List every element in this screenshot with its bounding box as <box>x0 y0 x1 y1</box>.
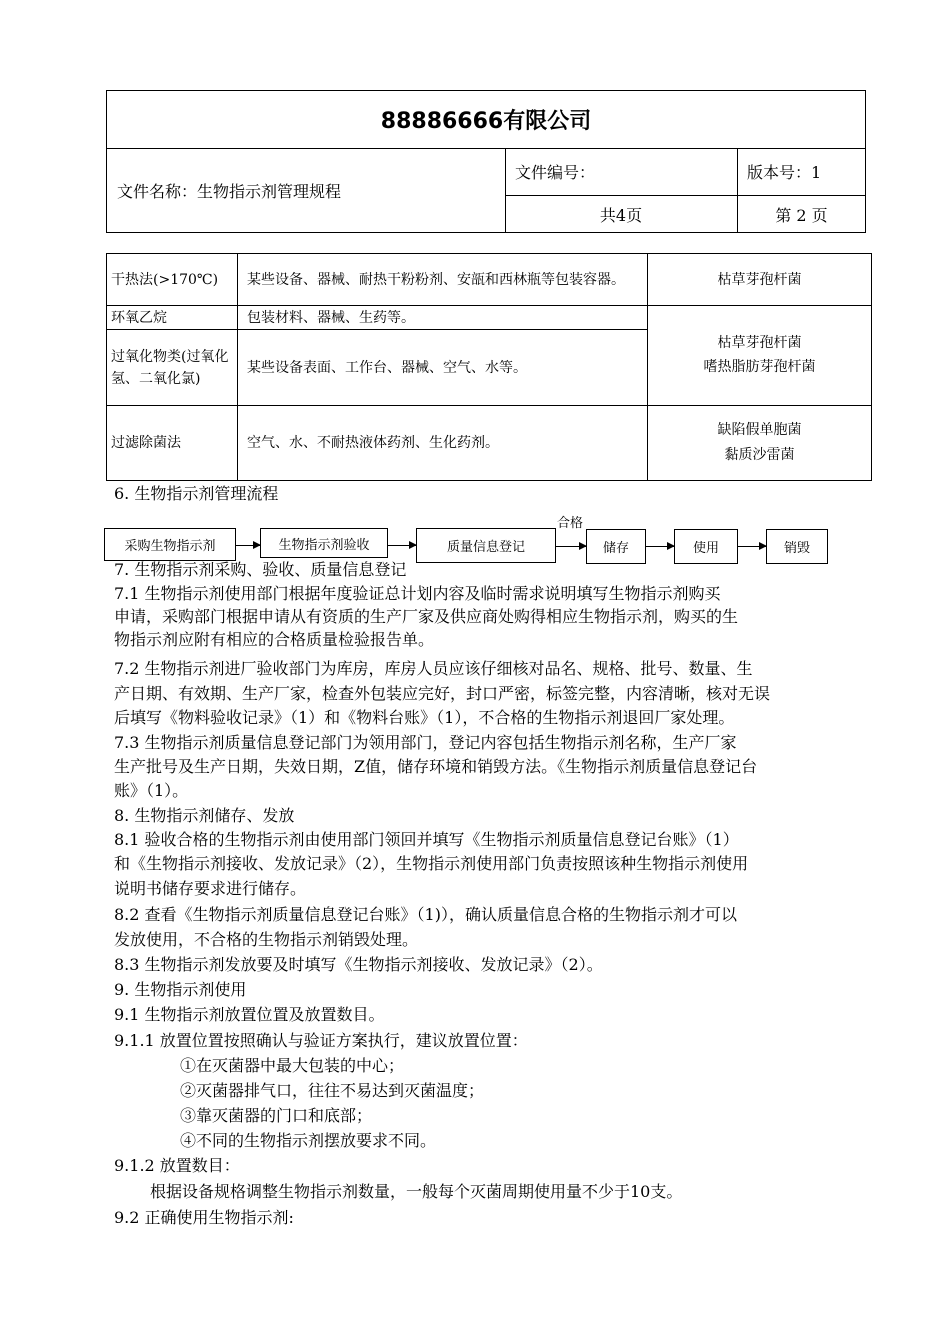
company-name: 88886666有限公司 <box>380 109 592 134</box>
flow-arrow <box>556 546 586 547</box>
flow-step: 质量信息登记 <box>416 528 556 563</box>
organism-cell: 缺陷假单胞菌 <box>717 422 802 438</box>
flow-step: 销毁 <box>766 529 828 564</box>
section-heading: 8. 生物指示剂储存、发放 <box>114 806 295 825</box>
flow-step: 采购生物指示剂 <box>104 528 236 561</box>
paragraph-line: 物指示剂应附有相应的合格质量检验报告单。 <box>114 630 435 649</box>
list-item: ④不同的生物指示剂摆放要求不同。 <box>180 1131 437 1150</box>
scope-cell: 某些设备、器械、耐热干粉粉剂、安瓿和西林瓶等包装容器。 <box>247 271 625 288</box>
scope-cell: 某些设备表面、工作台、器械、空气、水等。 <box>247 359 527 376</box>
organism-cell: 嗜热脂肪芽孢杆菌 <box>703 359 816 375</box>
flow-arrow <box>236 545 260 546</box>
paragraph-line: 9.1 生物指示剂放置位置及放置数目。 <box>114 1005 385 1024</box>
paragraph-line: 说明书储存要求进行储存。 <box>114 879 307 898</box>
list-item: ①在灭菌器中最大包装的中心； <box>180 1056 405 1075</box>
paragraph-line: 7.1 生物指示剂使用部门根据年度验证总计划内容及临时需求说明填写生物指示剂购买 <box>114 584 721 603</box>
paragraph-line: 账》（1）。 <box>114 781 189 800</box>
method-cell: 环氧乙烷 <box>111 309 167 326</box>
list-item: ②灭菌器排气口，往往不易达到灭菌温度； <box>180 1081 485 1100</box>
paragraph-line: 8.1 验收合格的生物指示剂由使用部门领回并填写《生物指示剂质量信息登记台账》（1） <box>114 830 739 849</box>
method-cell: 干热法(>170℃) <box>111 271 219 288</box>
scope-cell: 包装材料、器械、生药等。 <box>247 309 415 326</box>
paragraph-line: 发放使用，不合格的生物指示剂销毁处理。 <box>114 930 419 949</box>
paragraph-line: 申请，采购部门根据申请从有资质的生产厂家及供应商处购得相应生物指示剂，购买的生 <box>114 607 739 626</box>
section-heading: 9. 生物指示剂使用 <box>114 980 247 999</box>
scope-cell: 空气、水、不耐热液体药剂、生化药剂。 <box>247 435 499 451</box>
pass-label: 合格 <box>557 516 584 531</box>
flow-arrow <box>646 546 674 547</box>
total-pages: 共4页 <box>599 205 643 225</box>
indicator-table <box>106 253 872 481</box>
method-cell: 过滤除菌法 <box>111 435 181 451</box>
paragraph-line: 和《生物指示剂接收、发放记录》（2），生物指示剂使用部门负责按照该种生物指示剂使用 <box>114 854 749 873</box>
paragraph-line: 7.2 生物指示剂进厂验收部门为库房，库房人员应该仔细核对品名、规格、批号、数量、生 <box>114 659 753 678</box>
paragraph-line: 后填写《物料验收记录》（1）和《物料台账》（1），不合格的生物指示剂退回厂家处理。 <box>114 708 735 727</box>
page-number: 第 2 页 <box>775 205 828 225</box>
paragraph-line: 8.2 查看《生物指示剂质量信息登记台账》（1)），确认质量信息合格的生物指示剂才可以 <box>114 905 737 924</box>
flow-step: 生物指示剂验收 <box>260 528 388 558</box>
document-header <box>106 90 866 233</box>
paragraph-line: 9.2 正确使用生物指示剂: <box>114 1208 294 1227</box>
flow-heading: 6. 生物指示剂管理流程 <box>114 484 279 503</box>
section-heading: 7. 生物指示剂采购、验收、质量信息登记 <box>114 560 407 579</box>
list-item: ③靠灭菌器的门口和底部； <box>180 1106 373 1125</box>
flow-arrow <box>388 545 416 546</box>
version-number: 版本号：1 <box>747 163 822 182</box>
organism-cell: 枯草芽孢杆菌 <box>717 335 802 351</box>
organism-cell: 枯草芽孢杆菌 <box>717 271 802 288</box>
flow-arrow <box>738 546 766 547</box>
paragraph-line: 生产批号及生产日期，失效日期，Z值，储存环境和销毁方法。《生物指示剂质量信息登记台 <box>114 757 758 776</box>
paragraph-line: 产日期、有效期、生产厂家，检查外包装应完好，封口严密，标签完整，内容清晰，核对无误 <box>114 684 771 703</box>
paragraph-line: 7.3 生物指示剂质量信息登记部门为领用部门，登记内容包括生物指示剂名称，生产厂家 <box>114 733 737 752</box>
method-cell: 过氧化物类(过氧化氢、二氧化氯) <box>111 348 229 387</box>
paragraph-line: 8.3 生物指示剂发放要及时填写《生物指示剂接收、发放记录》（2）。 <box>114 955 603 974</box>
flow-step: 储存 <box>586 529 646 564</box>
file-name: 文件名称：生物指示剂管理规程 <box>117 181 342 201</box>
flow-step: 使用 <box>674 529 738 564</box>
organism-cell: 黏质沙雷菌 <box>724 447 795 463</box>
file-number: 文件编号： <box>515 163 596 182</box>
paragraph-line: 9.1.2 放置数目： <box>114 1156 240 1175</box>
paragraph-line: 9.1.1 放置位置按照确认与验证方案执行，建议放置位置： <box>114 1031 528 1050</box>
paragraph-line: 根据设备规格调整生物指示剂数量，一般每个灭菌周期使用量不少于10支。 <box>150 1182 683 1201</box>
